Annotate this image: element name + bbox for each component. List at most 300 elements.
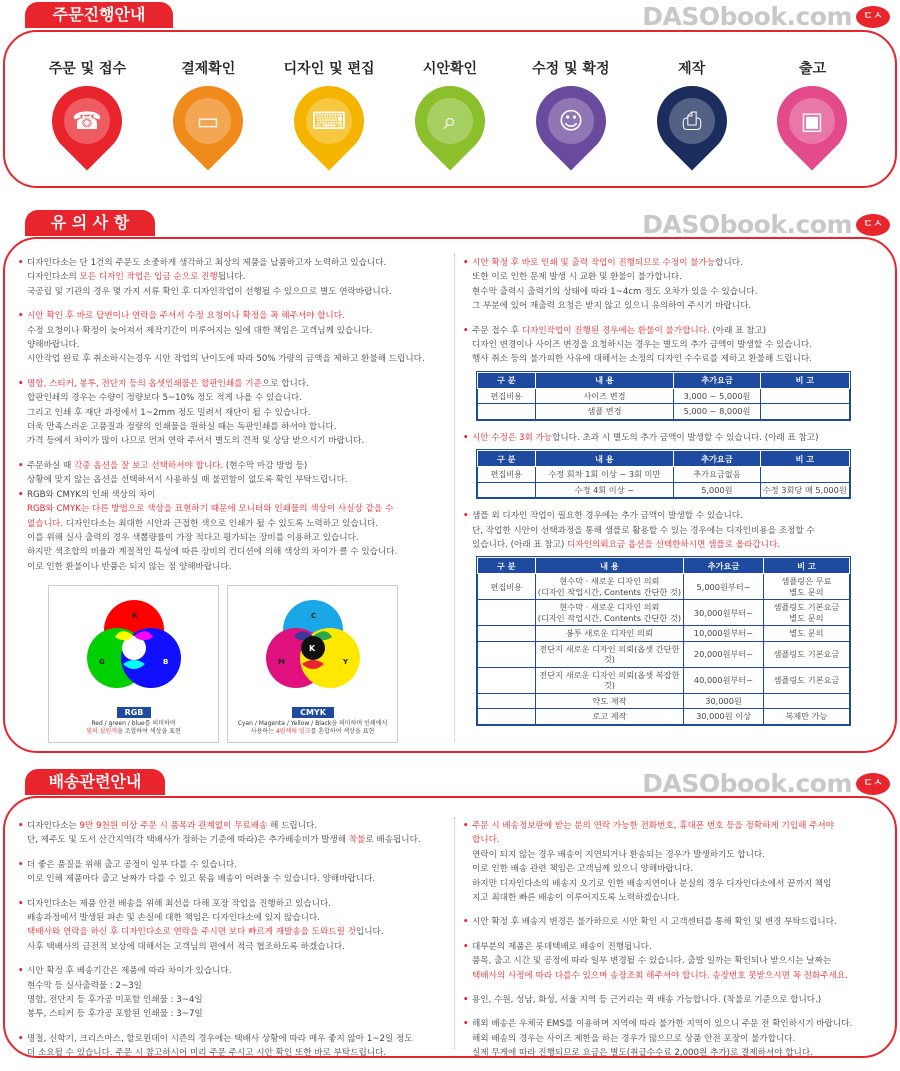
notice-text: 양해바랍니다. [27,340,80,351]
brand-text: DASObook.com [642,2,852,31]
order-step-label: 시안확인 [422,61,477,77]
notice-line [27,324,449,338]
table-cell-text: 별도 문의 [789,586,824,597]
notice-text: 현수막 출력시 출력기의 상태에 따라 1~4cm 정도 오차가 있을 수 있습니다. [472,286,758,297]
order-step [158,58,258,156]
notice-text: 됩니다. [217,272,246,283]
table-cell-text: 봉투 새로운 디자인 의뢰 [565,628,653,639]
notice-item [17,459,449,488]
notice-highlight: 시안 확정 후 바로 인쇄 및 출력 작업이 진행되므로 수정이 불가능 [472,258,716,268]
notice-item [17,309,449,367]
notice-line [472,848,892,862]
table-header: 추가요금 [684,558,763,574]
table-cell [535,467,674,483]
notice-line [27,545,449,559]
notice-text: 수정 요청이나 확정이 늦어져서 제작기간이 미루어지는 일에 대한 책임은 고객님께 있습니다. [27,325,373,336]
table-header: 구 분 [478,451,536,467]
table-cell-text: 40,000원부터~ [693,675,754,686]
table-cell [535,641,684,667]
notice-highlight: 시안 확인 후 바로 답변이나 연락을 주셔서 수정 요청이나 확정을 꼭 해주셔야 합니다. [27,311,345,322]
notice-text: 합판인쇄의 경우는 수량이 정량보다 5~10% 정도 적게 나올 수 있습니다. [27,393,302,404]
table-cell [478,388,536,404]
table-row [478,574,850,600]
table-header: 비 고 [763,558,849,574]
brand-logo-2 [642,210,890,239]
table-header: 내 용 [535,451,674,467]
table-cell-text: (디자인 작업시간, Contents 간단한 것) [537,586,682,597]
notice-text: 있습니다. (아래 표 참고) [472,540,568,551]
cmyk-caption-2a: 사용하는 [250,728,276,735]
notice-text: 샘플 외 디자인 작업이 필요한 경우에는 추가 금액이 발생할 수 있습니다. [472,511,743,522]
table-cell [684,693,763,709]
notice-item [462,256,892,314]
notice-item [462,993,892,1007]
order-step [762,58,862,156]
table-cell-text: 편집비용 [490,390,523,401]
table-header: 구 분 [478,372,536,388]
notice-highlight: RGB와 CMYK는 다른 방법으로 색상을 표현하기 때문에 모니터와 인쇄물의 색상이 사실상 같을 수 [27,504,394,515]
notice-text: 더욱 만족스러운 고품질과 정량의 인쇄물을 원하실 때는 독판인쇄를 하셔야 합니다. [27,422,337,433]
notice-line [27,406,449,420]
table-cell-text: 샘플링도 기본요금 [773,675,840,686]
notice-item [17,256,449,299]
table-cell-text: 사이즈 변경 [583,390,626,401]
order-step-label: 결제확인 [181,61,236,77]
table-cell-text: 샘플 변경 [587,406,622,417]
table-cell [478,641,536,667]
table-cell-text: 10,000원부터~ [693,628,754,639]
delivery-section-title: 배송관련안내 [25,769,165,795]
notice-text: 품목, 출고 시간 및 공정에 따라 일부 변경될 수 있습니다. 출발 일까는 확인되나 받으시는 날짜는 [472,956,832,967]
order-step-pin [280,72,379,171]
table-cell-text: 별도 문의 [789,628,824,639]
table-cell [674,388,760,404]
table-cell [763,641,849,667]
order-section [0,0,900,195]
notice-item [462,915,892,929]
notice-line [472,862,892,876]
notice-line [27,488,449,502]
table-cell-text: 샘플링도 기본요금 [773,602,840,613]
order-step [400,58,500,156]
notice-text: 해외 배송의 경우는 사이즈 제한을 하는 경우가 많으므로 상품 안전 포장이 불가합니다. [472,1033,796,1044]
notice-line [472,1046,892,1060]
table-cell-text: 샘플링은 무료 [781,576,832,587]
notice-item [462,431,892,445]
brand-bubble-icon: ㄷㅅ [856,6,890,28]
rgb-caption-highlight: 빛의 삼원색 [86,728,118,735]
table-header: 추가요금 [674,372,760,388]
notice-line [27,897,449,911]
notice-highlight: 각종 옵션을 잘 보고 선택하셔야 합니다. [73,460,224,471]
notice-text: 해외 배송은 우체국 EMS를 이용하며 지역에 따라 불가한 지역이 있으니 주문 전 확인하시기 바랍니다. [472,1019,853,1030]
table-row [478,482,850,498]
table-cell [535,667,684,693]
table-cell [535,709,684,725]
notice-text: 봉투, 스티커 등 후가공 포함된 인쇄물 : 3~7일 [27,1009,203,1020]
table-row [478,404,850,420]
brand-text: DASObook.com [642,769,852,798]
notice-item [462,324,892,367]
notice-highlight: 주문 시 배송정보란에 받는 분의 연락 가능한 전화번호, 휴대폰 번호 등을 정확하게 기입해 주셔야 [472,821,835,831]
notice-line [27,1007,449,1021]
notice-item [17,819,449,848]
cmyk-caption-1: Cyan / Magenta / Yellow / Black을 의미하며 인쇄에서 [237,720,388,727]
table-cell-text: 샘플링도 기본요금 [773,649,840,660]
table-cell [535,574,684,600]
table-cell [684,600,763,626]
notice-line [27,1032,449,1046]
notice-text: 대부분의 제품은 롯데택배로 배송이 진행됩니다. [472,941,652,952]
table-cell [535,693,684,709]
table-cell [535,388,674,404]
notice-line [472,338,892,352]
table-cell [763,574,849,600]
rgb-diagram [48,585,219,743]
notice-text: 상황에 맞지 않는 옵션을 선택하셔서 사용하실 때 불편함이 없도록 확인 부탁드립니다. [27,475,348,486]
table-cell [684,641,763,667]
notice-highlight: 착불 [348,835,366,846]
notice-line [27,940,449,954]
notice-highlight: 명함, 스티커, 봉투, 전단지 등의 옵셋인쇄물은 합판인쇄를 기준 [27,378,262,389]
brand-logo [642,2,890,31]
cmyk-c-label: C [311,612,317,620]
notice-item [17,488,449,574]
order-step [642,58,742,156]
notice-text: 사후 택배사의 금전적 보상에 대해서는 고객님의 편에서 적극 협조하도록 하겠습니다. [27,941,345,952]
notice-item [17,858,449,887]
rgb-r-label: R [132,612,138,620]
notice-text: 디자인다소는 단 1건의 주문도 소중하게 생각하고 최상의 제품을 납품하고자 노력하고 있습니다. [27,258,387,268]
table-row [478,641,850,667]
table-cell [478,667,536,693]
rgb-tag: RGB [117,707,151,718]
notice-line [27,531,449,545]
caution-section-title: 유 의 사 항 [25,210,155,236]
notice-highlight: 모든 디자인 작업은 입금 순으로 진행 [79,272,218,283]
table-cell-text: 전단지 새로운 디자인 의뢰(옵셋 간단한 것) [539,643,680,665]
table-row [478,709,850,725]
notice-line [472,915,892,929]
notice-text: 가격 등에서 차이가 많이 나므로 먼저 연락 주셔서 별도의 견적 및 상담 받으시기 바랍니다. [27,436,365,447]
notice-item [17,1032,449,1061]
table-cell [674,482,760,498]
notice-text: 으로 합니다. [261,378,309,389]
notice-item [462,509,892,552]
table-cell [684,667,763,693]
notice-text: 하지만 디자인다소의 배송지 오기로 인한 배송지연이나 분실의 경우 디자인다소에서 끝까지 책임 [472,878,832,889]
notice-text: 합니다. 초과 시 별도의 추가 금액이 발생할 수 있습니다. (아래 표 참고) [552,432,819,443]
table-cell [763,667,849,693]
order-step [37,58,137,156]
table-cell [535,626,684,642]
notice-text: 실제 무게에 따라 진행되므로 요금은 별도(취급수수료 2,000원 추가)로 결제하셔야 합니다. [472,1048,813,1059]
order-step-label: 제작 [678,61,706,77]
table-header: 내 용 [535,558,684,574]
cmyk-m-label: M [278,658,285,666]
notice-line [27,338,449,352]
table-cell-text: 약도 제작 [592,695,627,706]
notice-line [472,285,892,299]
notice-line [27,285,449,299]
notice-line [27,833,449,847]
cmyk-caption-2c: 를 혼합하여 색상을 표현 [310,728,375,735]
table-cell [763,693,849,709]
notice-text: 디자인다소는 제품 안전 배송을 위해 최선을 다해 포장 작업을 진행하고 있습니다. [27,898,332,909]
table-cell-text: 수정 3회당 매 5,000원 [762,484,847,495]
notice-text: 연락이 되지 않는 경우 배송이 지연되거나 환송되는 경우가 발생하기도 합니다. [472,849,765,860]
order-step [521,58,621,156]
brand-logo-3 [642,769,890,798]
table-cell-text: 3,000 ~ 5,000원 [683,390,751,401]
order-step-label: 출고 [798,61,827,77]
notice-line [27,560,449,574]
notice-text: 디자인다소의 [27,272,80,283]
table-cell [478,709,536,725]
notice-line [27,993,449,1007]
notice-line [27,309,449,323]
notice-text: 로 배송됩니다. [365,835,421,846]
notice-text: 단, 작업한 시안이 선택과정을 통해 샘플로 활용할 수 있는 경우에는 디자인비용을 조정할 수 [472,525,815,536]
magnifier-tablet-icon: ⌕ [427,98,473,144]
caution-divider [454,254,455,742]
notice-text: 입니다. [355,927,384,938]
table-cell [478,482,536,498]
notice-text: 해 드립니다. [267,821,318,831]
table-cell-text: 편집비용 [490,469,523,480]
table-header: 내 용 [535,372,674,388]
order-step [279,58,379,156]
table-cell-text: 추가요금없음 [693,469,741,480]
brand-text: DASObook.com [642,210,852,239]
notice-line [27,256,449,270]
table-row [478,667,850,693]
laptop-icon: ⌨ [306,98,352,144]
notice-text: 디자인 변경이나 사이즈 변경을 요청하시는 경우는 별도의 추가 금액이 발생할 수 있습니다. [472,340,812,351]
order-steps [5,58,895,156]
caution-section [0,206,900,754]
notice-line [472,1032,892,1046]
order-step-pin [38,72,137,171]
notice-item [17,377,449,449]
cmyk-diagram [227,585,398,743]
rgb-g-label: G [99,658,105,666]
brand-bubble-icon: ㄷㅅ [856,773,890,795]
table-cell-text: 복제만 가능 [785,711,828,722]
notice-text: 이를 위해 실사 출력의 경우 색뽑량률이 가장 적다고 평가되는 장비를 이용하고 있습니다. [27,532,359,543]
table-cell [760,388,849,404]
table-cell-text: 별도 문의 [789,612,824,623]
notice-line [27,1046,449,1060]
table-cell [478,574,536,600]
table-cell [478,404,536,420]
table-cell [763,626,849,642]
table-cell [478,600,536,626]
table-cell [684,626,763,642]
notice-highlight: 디자인의뢰요금 옵션을 선택한하시면 샘플로 올라갑니다. [567,540,780,551]
table-cell [760,482,849,498]
notice-line [27,459,449,473]
notice-line [27,964,449,978]
notice-text: 더 소요될 수 있습니다. 주문 시 참고하시어 미리 주문 주시고 시안 확인 또한 바로 부탁드립니다. [27,1048,387,1059]
table-cell-text: 전단지 새로운 디자인 의뢰(옵셋 복잡한 것) [539,669,680,691]
order-steps-box [3,30,897,188]
notice-text: 주문 접수 후 [472,325,522,336]
notice-text: 하지만 색조합의 비율과 계절적인 특성에 따른 장비의 컨디션에 의해 색상의 차이가 클 수 있습니다. [27,547,398,558]
fee-table-2 [476,449,851,499]
notice-line [27,819,449,833]
notice-item [462,819,892,905]
table-cell [763,600,849,626]
notice-text: 단, 제주도 및 도서 산간지역(각 택배사가 정하는 기준에 따라)은 추가배송비가 발생해 [27,835,349,846]
notice-text: 그 부분에 있어 재출력 요청은 받지 않고 있으니 유의하여 주시기 바랍니다. [472,301,752,312]
delivery-right-column [462,819,892,1071]
notice-line [27,420,449,434]
delivery-divider [454,817,455,1049]
table-cell-text: 현수막 · 새로운 디자인 의뢰 [559,576,660,587]
phone-icon: ☎ [64,98,110,144]
notice-line [27,377,449,391]
notice-highlight: 디자인작업이 진행된 경우에는 환불이 불가합니다. [521,325,710,336]
notice-line [27,270,449,284]
notice-highlight: 택배사와 연락을 하신 후 디자인다소로 연락을 주시면 보다 빠르게 재발송을 도와드릴 것 [27,927,356,938]
notice-text: (아래 표 참고) [709,325,767,336]
table-cell [760,404,849,420]
notice-item [462,940,892,983]
table-cell [674,467,760,483]
table-cell-text: 30,000원부터~ [693,607,754,618]
notice-text: 용인, 수원, 성남, 화성, 서울 지역 등 근거리는 퀵 배송 가능합니다. (착불로 기준으로 합니다.) [472,995,822,1006]
table-cell [763,709,849,725]
table-row [478,693,850,709]
notice-text: 이로 인한 배송 관련 책임은 고객님께 있으니 양해바랍니다. [472,864,694,875]
notice-line [27,352,449,366]
table-cell [478,693,536,709]
notice-line [27,517,449,531]
table-cell-text: 5,000 ~ 8,000원 [683,406,751,417]
order-step-pin [763,72,862,171]
table-cell-text: 로고 제작 [592,711,627,722]
table-header: 비 고 [760,451,849,467]
notice-line [27,925,449,939]
notice-text: 디자인다소는 [27,821,80,831]
notice-text: 행사 취소 등의 불가피한 사유에 대해서는 소정의 디자인 수수료를 제하고 환불해 드립니다. [472,354,812,365]
table-row [478,600,850,626]
fee-table-3 [476,556,851,726]
notice-line [27,911,449,925]
notice-line [472,1017,892,1031]
table-cell [535,482,674,498]
cmyk-circles-icon [228,592,399,704]
notice-text: 더 좋은 품질을 위해 출고 공정이 일부 다를 수 있습니다. [27,859,237,870]
table-cell-text: 편집비용 [490,581,523,592]
order-section-title: 주문진행안내 [25,2,173,28]
notice-text: (현수막 마감 방법 등) [223,460,308,471]
cmyk-k-label: K [309,644,316,653]
notice-text: 현수막 등 실사출력물 : 2~3일 [27,980,142,991]
table-header: 비 고 [760,372,849,388]
order-step-label: 주문 및 접수 [48,61,127,77]
table-cell [674,404,760,420]
delivery-section [0,765,900,1061]
table-cell [478,467,536,483]
cmyk-y-label: Y [343,658,349,666]
notice-line [472,352,892,366]
fee-table-1 [476,371,851,421]
notice-text: 이로 인해 제품마다 출고 날짜가 다를 수 있고 묶음 배송이 어려울 수 있습니다. 양해바랍니다. [27,874,376,885]
notice-text: 지고 최대한 빠른 배송이 이루어지도록 노력하겠습니다. [472,893,680,904]
notice-line [472,940,892,954]
table-cell [535,600,684,626]
table-cell [760,467,849,483]
table-cell-text: 수정 회차 1회 이상 ~ 3회 미만 [548,469,661,480]
notice-line [472,954,892,968]
table-row [478,626,850,642]
table-cell [478,626,536,642]
notice-line [472,431,892,445]
notice-line [472,993,892,1007]
rgb-b-label: B [163,658,169,666]
notice-text: 시안 확정 후 배송기간은 제품에 따라 차이가 있습니다. [27,966,232,977]
credit-card-icon: ▭ [185,98,231,144]
printer-icon: ⎙ [669,98,715,144]
notice-highlight: 9만 9천원 이상 주문 시 품목과 관계없이 무료배송 [79,821,268,831]
notice-line [472,819,892,833]
notice-line [27,473,449,487]
brand-bubble-icon: ㄷㅅ [856,214,890,236]
notice-line [27,434,449,448]
notice-text: 합니다. [715,258,743,268]
table-row [478,388,850,404]
chat-people-icon: ☺ [548,98,594,144]
notice-text: 국공립 및 기관의 경우 몇 가지 서류 확인 후 디자인작업이 선행될 수 있으므로 별도 연락바랍니다. [27,286,392,297]
table-cell [684,709,763,725]
notice-text: 시안 확정 후 배송지 변경은 불가하므로 시안 확인 시 고객센터를 통해 확인 및 변경 부탁드립니다. [472,917,837,928]
table-row [478,467,850,483]
notice-text: 명절, 신학기, 크리스마스, 할로윈데이 시즌의 경우에는 택배사 상황에 따라 매우 좋지 않아 1~2일 정도 [27,1033,413,1044]
notice-highlight: 택배사의 사정에 따라 다를수 있으며 송장조회 해주셔야 합니다. 송장번호 못받으시면 꼭 전화주세요. [472,970,848,981]
notice-text: 그리고 인쇄 후 재단 과정에서 1~2mm 정도 밀려서 재단이 될 수 있습니다. [27,407,311,418]
order-step-label: 수정 및 확정 [532,61,610,77]
order-step-pin [521,72,620,171]
caution-right-column [462,256,892,736]
order-step-pin [642,72,741,171]
notice-line [472,256,892,270]
notice-line [27,872,449,886]
notice-line [27,858,449,872]
notice-line [472,509,892,523]
cmyk-caption-highlight: 4원색의 잉크 [275,728,311,735]
notice-line [472,299,892,313]
notice-text: 주문하실 때 [27,460,74,471]
delivery-left-column [17,819,449,1071]
notice-line [472,270,892,284]
notice-text: 이로 인한 환불이나 반품은 되지 않는 점 양해바랍니다. [27,561,232,572]
order-step-label: 디자인 및 편집 [283,61,375,77]
notice-text: 명함, 전단지 등 후가공 미포함 인쇄물 : 3~4일 [27,995,203,1006]
table-header: 추가요금 [674,451,760,467]
order-step-pin [159,72,258,171]
notice-highlight: 없습니다. [27,518,63,529]
table-cell-text: 수정 4회 이상 ~ [574,484,635,495]
notice-text: 시안작업 완료 후 취소하시는경우 시안 작업의 난이도에 따라 50% 가량의 금액을 제하고 환불해 드립니다. [27,354,425,365]
table-cell-text: 30,000원 [705,695,742,706]
table-cell-text: (디자인 작업시간, Contents 간단한 것) [537,612,682,623]
caution-left-column [17,256,449,584]
notice-item [17,964,449,1022]
notice-line [472,833,892,847]
rgb-circles-icon [49,592,220,704]
